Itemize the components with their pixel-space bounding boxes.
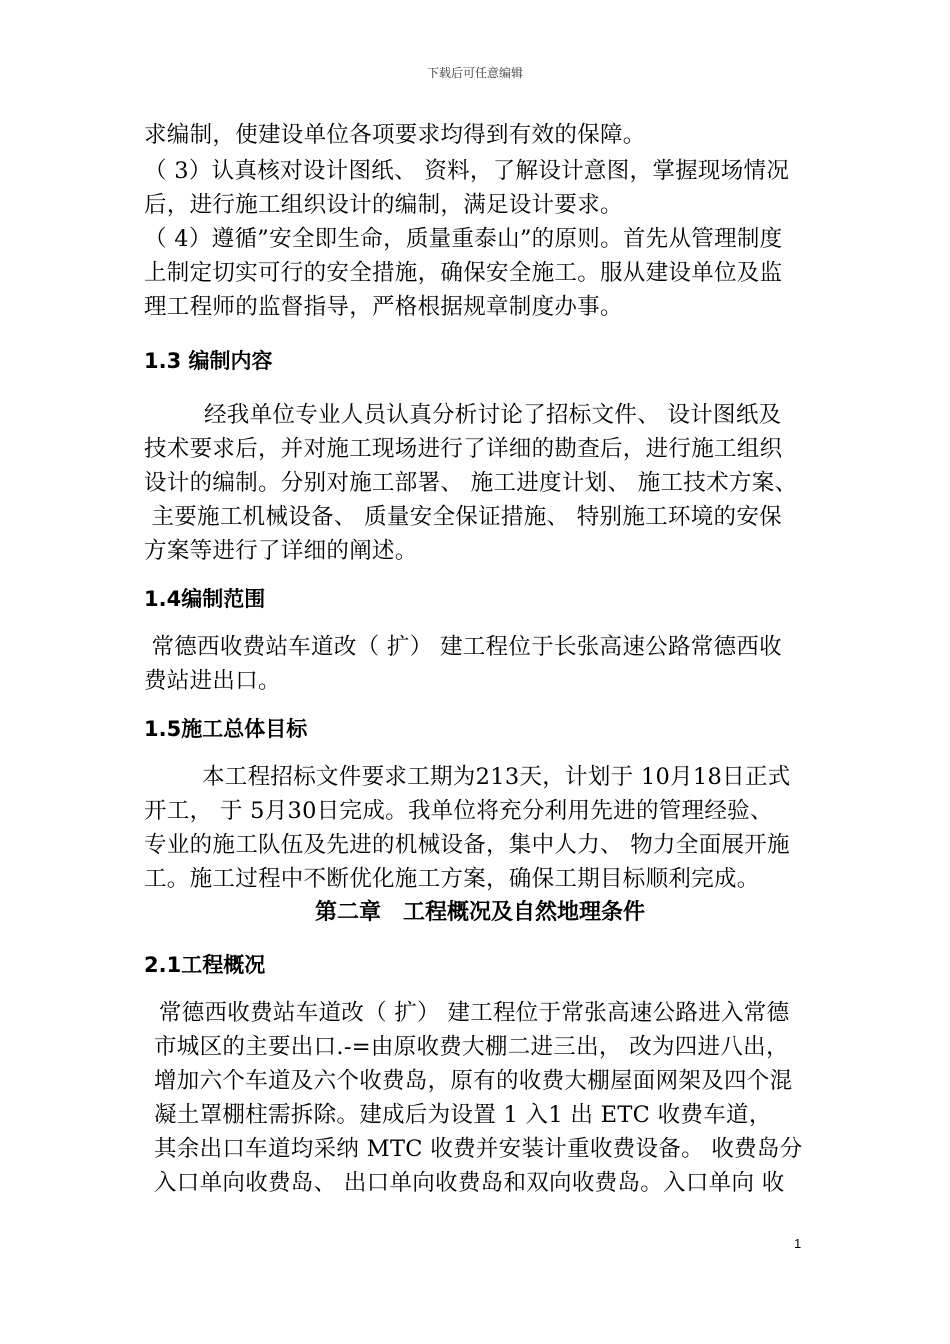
paragraph-item-3 — [144, 154, 816, 222]
paragraph-1-3 — [144, 398, 816, 568]
text-line: 入口单向收费岛、 出口单向收费岛和双向收费岛。入口单向 收 — [154, 1170, 785, 1196]
text-line: 技术要求后，并对施工现场进行了详细的勘查后，进行施工组织 — [144, 436, 783, 462]
text-line: 市城区的主要出口.-=由原收费大棚二进三出， 改为四进八出， — [154, 1034, 789, 1060]
section-heading-1-5: 1.5施工总体目标 — [144, 717, 308, 741]
text-line: 本工程招标文件要求工期为213天，计划于 10月18日正式 — [202, 764, 791, 790]
paragraph-1-5 — [144, 760, 816, 896]
text-line: 常德西收费站车道改（ 扩） 建工程位于长张高速公路常德西收 — [144, 634, 782, 660]
page-number: 1 — [794, 1236, 802, 1251]
document-body — [144, 118, 816, 1200]
text-line: 专业的施工队伍及先进的机械设备，集中人力、 物力全面展开施 — [144, 832, 790, 858]
text-line: （ 4）遵循”安全即生命，质量重泰山”的原则。首先从管理制度 — [144, 226, 783, 252]
text-line: 凝土罩棚柱需拆除。建成后为设置 1 入1 出 ETC 收费车道， — [154, 1102, 772, 1128]
paragraph-1-4 — [144, 630, 816, 698]
text-line: 其余出口车道均采纳 MTC 收费并安装计重收费设备。 收费岛分 — [154, 1136, 803, 1162]
text-line: 开工， 于 5月30日完成。我单位将充分利用先进的管理经验、 — [144, 798, 773, 824]
text-line: 求编制，使建设单位各项要求均得到有效的保障。 — [144, 122, 646, 148]
text-line: 方案等进行了详细的阐述。 — [144, 538, 418, 564]
section-heading-1-4: 1.4编制范围 — [144, 587, 266, 611]
chapter-title: 第二章 工程概况及自然地理条件 — [314, 900, 645, 925]
text-line: 后，进行施工组织设计的编制，满足设计要求。 — [144, 192, 623, 218]
text-line: 设计的编制。分别对施工部署、 施工进度计划、 施工技术方案、 — [144, 470, 798, 496]
paragraph-item-4 — [144, 222, 816, 324]
text-line: 理工程师的监督指导，严格根据规章制度办事。 — [144, 294, 623, 320]
paragraph-continuation — [144, 118, 816, 152]
text-line: 常德西收费站车道改（ 扩） 建工程位于常张高速公路进入常德 — [144, 1000, 790, 1026]
text-line: 经我单位专业人员认真分析讨论了招标文件、 设计图纸及 — [204, 402, 782, 428]
paragraph-2-1 — [144, 996, 816, 1200]
text-line: 工。施工过程中不断优化施工方案，确保工期目标顺利完成。 — [144, 866, 760, 892]
section-heading-1-3: 1.3 编制内容 — [144, 349, 273, 373]
text-line: （ 3）认真核对设计图纸、 资料，了解设计意图，掌握现场情况 — [144, 158, 790, 184]
text-line: 上制定切实可行的安全措施，确保安全施工。服从建设单位及监 — [144, 260, 783, 286]
text-line: 费站进出口。 — [144, 668, 281, 694]
text-line: 主要施工机械设备、 质量安全保证措施、 特别施工环境的安保 — [144, 504, 782, 530]
text-line: 增加六个车道及六个收费岛，原有的收费大棚屋面网架及四个混 — [154, 1068, 793, 1094]
section-heading-2-1: 2.1工程概况 — [144, 953, 266, 977]
page-header: 下载后可任意编辑 — [426, 66, 523, 80]
